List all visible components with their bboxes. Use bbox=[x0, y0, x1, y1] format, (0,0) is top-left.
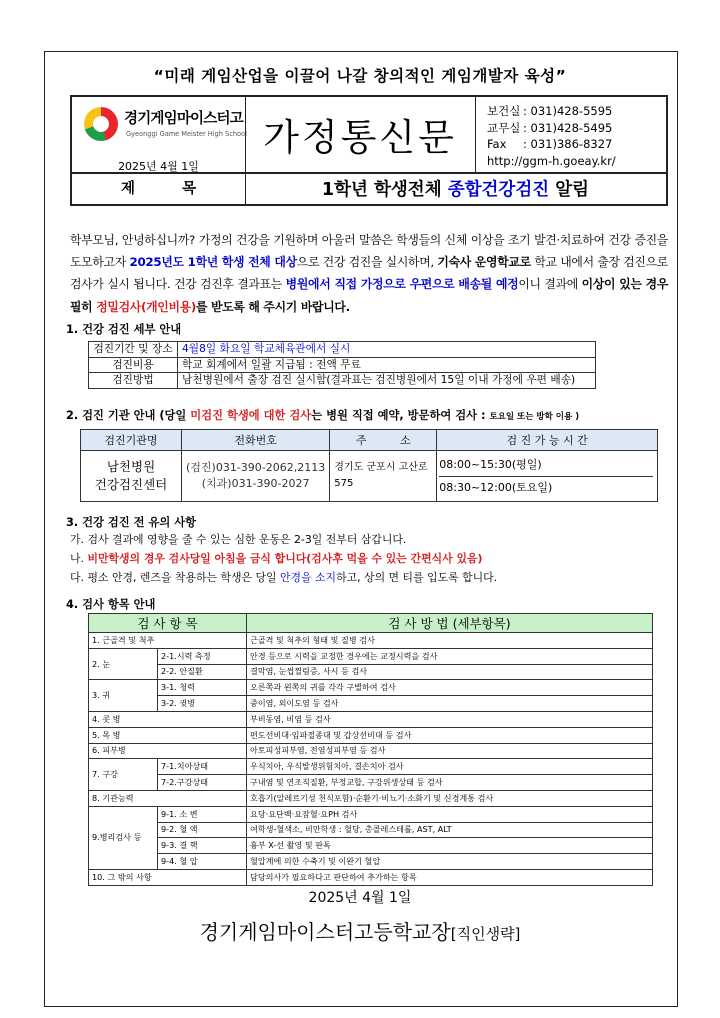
logo-name: 경기게임마이스터고 bbox=[124, 111, 243, 127]
table-row bbox=[89, 854, 653, 870]
item-method: 근골격 및 척추의 형태 및 질병 검사 bbox=[247, 633, 653, 649]
table-header: 검 사 항 목 bbox=[89, 614, 247, 633]
address-line: 경기도 군포시 고산로 bbox=[334, 462, 428, 473]
institution-name-line: 건강검진센터 bbox=[94, 477, 168, 492]
item-sub: 9-4. 혈 압 bbox=[158, 854, 247, 870]
item-method: 담당의사가 필요하다고 판단하여 추가하는 항목 bbox=[247, 869, 653, 885]
table-label: 검진비용 bbox=[89, 357, 178, 373]
item-name: 3. 귀 bbox=[89, 680, 158, 712]
item-method: 여학생-혈색소, 비만학생 : 혈당, 총콜레스테롤, AST, ALT bbox=[247, 822, 653, 838]
institution-address bbox=[330, 451, 437, 502]
item-method: 중이염, 외이도염 등 검사 bbox=[247, 696, 653, 712]
document-title: 가정통신문 bbox=[263, 116, 457, 159]
table-row bbox=[89, 838, 653, 854]
header-date: 2025년 4월 1일 bbox=[118, 160, 199, 173]
item-method: 구내염 및 연조직질환, 부정교합, 구강위생상태 등 검사 bbox=[247, 775, 653, 791]
table-row bbox=[89, 373, 596, 389]
section-4-title: 4. 검사 항목 안내 bbox=[66, 598, 156, 611]
table-row bbox=[89, 869, 653, 885]
school-motto: “미래 게임산업을 이끌어 나갈 창의적인 게임개발자 육성” bbox=[153, 67, 567, 85]
intro-bold: 이상이 있는 경우 필히 bbox=[70, 277, 669, 314]
table-row bbox=[89, 664, 653, 680]
item-sub: 9-1. 소 변 bbox=[158, 806, 247, 822]
intro-text: 이니 결과에 bbox=[518, 277, 582, 292]
item-method: 혈압계에 의한 수축기 및 이완기 혈압 bbox=[247, 854, 653, 870]
item-method: 부비동염, 비염 등 검사 bbox=[247, 711, 653, 727]
precaution-text: 다. 평소 안경, 렌즈을 착용하는 학생은 당일 bbox=[70, 571, 281, 584]
item-name: 9.병리검사 등 bbox=[89, 806, 158, 869]
institution-phone bbox=[182, 451, 330, 502]
table-row bbox=[89, 680, 653, 696]
table-row bbox=[89, 822, 653, 838]
table-row bbox=[89, 806, 653, 822]
logo-subtitle: Gyeonggi Game Meister High School bbox=[126, 130, 247, 138]
intro-text: 학부모님, 안녕하십니까? 가정의 건강을 기원하며 아울러 말씀은 학생들의 신체 이상을 조기 발견·치료하여 건강 증진을 도모하고자 bbox=[70, 233, 668, 270]
item-method: 호흡기(알레르기성 천식포함)·순환기·비뇨기·소화기 및 신경계통 검사 bbox=[247, 790, 653, 806]
table-value: 학교 회계에서 일괄 지급됨 : 전액 무료 bbox=[178, 357, 596, 373]
intro-blue: 병원에서 직접 가정으로 우편으로 배송될 예정 bbox=[285, 277, 519, 292]
table-row bbox=[89, 633, 653, 649]
precaution-red: 비만학생의 경우 검사당일 아침을 금식 합니다(검사후 먹을 수 있는 간편식사 있음) bbox=[87, 552, 483, 565]
table-row bbox=[89, 342, 596, 358]
table-header: 주 소 bbox=[330, 430, 437, 451]
table-label: 검진기간 및 장소 bbox=[89, 342, 178, 358]
table-row bbox=[89, 790, 653, 806]
subject-highlight: 종합건강검진 bbox=[447, 180, 550, 200]
table-row bbox=[89, 648, 653, 664]
table-label: 검진방법 bbox=[89, 373, 178, 389]
item-name: 1. 근골격 및 척추 bbox=[89, 633, 247, 649]
precaution-text: 나. bbox=[70, 552, 88, 565]
seal-omitted: [직인생략] bbox=[450, 925, 521, 943]
contact-value: : 031)386-8327 bbox=[523, 137, 613, 151]
contact-value: : 031)428-5495 bbox=[523, 120, 613, 135]
institution-hours bbox=[437, 451, 658, 502]
section-2-title bbox=[66, 407, 579, 423]
precaution-a: 가. 검사 결과에 영향을 줄 수 있는 심한 운동은 2-3일 전부터 삼갑니다. bbox=[70, 533, 407, 546]
contact-key: Fax bbox=[487, 137, 507, 151]
phone-line: (치과)031-390-2027 bbox=[201, 477, 310, 490]
item-method: 흉부 X-선 촬영 및 판독 bbox=[247, 838, 653, 854]
intro-bold: 를 받도록 해 주시기 바랍니다. bbox=[195, 299, 350, 314]
sec2-text: 2. 검진 기관 안내 (당일 bbox=[66, 409, 191, 422]
item-sub: 3-1. 청력 bbox=[158, 680, 247, 696]
table-row bbox=[89, 775, 653, 791]
table-row bbox=[81, 451, 658, 502]
item-name: 6. 피부병 bbox=[89, 743, 247, 759]
item-method: 안경 등으로 시력을 교정한 경우에는 교정시력을 검사 bbox=[247, 648, 653, 664]
table-row bbox=[89, 357, 596, 373]
logo-emblem-icon bbox=[84, 107, 118, 141]
contact-url: http://ggm-h.goeay.kr/ bbox=[487, 153, 616, 168]
sec2-red: 미검진 학생에 대한 검사 bbox=[190, 409, 312, 422]
exam-detail-table bbox=[88, 341, 596, 389]
table-header-row bbox=[89, 614, 653, 633]
institution-name-line: 남천병원 bbox=[106, 459, 156, 474]
item-name: 10. 그 밖의 사항 bbox=[89, 869, 247, 885]
contact-key: 교무실 bbox=[487, 120, 521, 135]
contact-key: 보건실 bbox=[487, 104, 521, 118]
item-method: 오른쪽과 왼쪽의 귀를 각각 구별하여 검사 bbox=[247, 680, 653, 696]
institution-name bbox=[81, 451, 182, 502]
school-principal: 경기게임마이스터고등학교장 bbox=[199, 920, 451, 944]
intro-text: 으로 건강 검진을 실시하며, bbox=[296, 255, 438, 270]
table-row bbox=[89, 696, 653, 712]
sec2-text: 는 병원 직접 예약, 방문하여 검사 : bbox=[311, 409, 490, 422]
contact-value: : 031)428-5595 bbox=[523, 104, 613, 118]
item-sub: 9-2. 혈 액 bbox=[158, 822, 247, 838]
item-name: 7. 구강 bbox=[89, 759, 158, 791]
intro-bold: 기숙사 운영학교로 bbox=[437, 255, 531, 270]
subject-pre: 1학년 학생전체 bbox=[321, 180, 448, 200]
table-row bbox=[89, 727, 653, 743]
intro-red: 정밀검사(개인비용) bbox=[96, 299, 196, 314]
item-method: 편도선비대·임파절종대 및 갑상선비대 등 검사 bbox=[247, 727, 653, 743]
table-header: 검 사 방 법 (세부항목) bbox=[247, 614, 653, 633]
subject-label: 제 목 bbox=[120, 181, 197, 197]
item-method: 결막염, 눈썹찔림증, 사시 등 검사 bbox=[247, 664, 653, 680]
item-sub: 7-2.구강상태 bbox=[158, 775, 247, 791]
item-sub: 3-2. 귓병 bbox=[158, 696, 247, 712]
item-sub: 7-1.치아상태 bbox=[158, 759, 247, 775]
table-value: 남천병원에서 출장 검진 실시함(결과표는 검진병원에서 15일 이내 가정에 우편 배송) bbox=[178, 373, 596, 389]
school-logo bbox=[80, 103, 247, 143]
item-name: 2. 눈 bbox=[89, 648, 158, 680]
item-method: 아토피성피부염, 전염성피부염 등 검사 bbox=[247, 743, 653, 759]
item-sub: 9-3. 결 핵 bbox=[158, 838, 247, 854]
exam-items-table bbox=[88, 613, 653, 886]
subject-post: 알림 bbox=[549, 180, 590, 200]
item-name: 4. 콧 병 bbox=[89, 711, 247, 727]
hours-line: 08:00~15:30(평일) bbox=[439, 457, 542, 471]
precaution-b bbox=[70, 549, 497, 568]
item-sub: 2-2. 안질환 bbox=[158, 664, 247, 680]
intro-text: 학교 내에서 출장 검진으로 검사가 실시 됩니다. 건강 검진후 결과표는 bbox=[70, 255, 668, 292]
precaution-blue: 안경을 소지 bbox=[280, 571, 337, 584]
subject-title bbox=[245, 176, 666, 201]
table-header-row bbox=[81, 430, 658, 451]
hours-line: 08:30~12:00(토요일) bbox=[439, 476, 653, 499]
item-method: 우식치아, 우식발생위험치아, 결손치아 검사 bbox=[247, 759, 653, 775]
section-3-title: 3. 건강 검진 전 유의 사항 bbox=[66, 516, 197, 529]
footer-date: 2025년 4월 1일 bbox=[308, 890, 412, 906]
precaution-text: 하고, 상의 면 티를 입도록 합니다. bbox=[336, 571, 498, 584]
table-header: 전화번호 bbox=[182, 430, 330, 451]
item-name: 8. 기관능력 bbox=[89, 790, 247, 806]
precautions bbox=[70, 530, 497, 587]
contact-info bbox=[487, 103, 616, 169]
table-row bbox=[89, 743, 653, 759]
intro-paragraph bbox=[70, 229, 668, 318]
sec2-small: 토요일 또는 방학 이용 ) bbox=[489, 412, 580, 422]
section-1-title: 1. 건강 검진 세부 안내 bbox=[66, 323, 182, 336]
table-row bbox=[89, 711, 653, 727]
address-line: 575 bbox=[334, 478, 354, 489]
item-method: 요당·요단백·요잠혈·요PH 검사 bbox=[247, 806, 653, 822]
phone-line: (검진)031-390-2062,2113 bbox=[186, 461, 326, 474]
footer-signature bbox=[0, 916, 720, 945]
item-name: 5. 목 병 bbox=[89, 727, 247, 743]
institution-table bbox=[80, 429, 658, 502]
table-value: 4월8일 화요일 학교체육관에서 실시 bbox=[178, 342, 596, 358]
table-header: 검 진 가 능 시 간 bbox=[437, 430, 658, 451]
table-row bbox=[89, 759, 653, 775]
table-header: 검진기관명 bbox=[81, 430, 182, 451]
precaution-c bbox=[70, 568, 497, 587]
item-sub: 2-1.시력 측정 bbox=[158, 648, 247, 664]
intro-blue: 2025년도 1학년 학생 전체 대상 bbox=[129, 255, 297, 270]
letter-header bbox=[70, 95, 668, 206]
